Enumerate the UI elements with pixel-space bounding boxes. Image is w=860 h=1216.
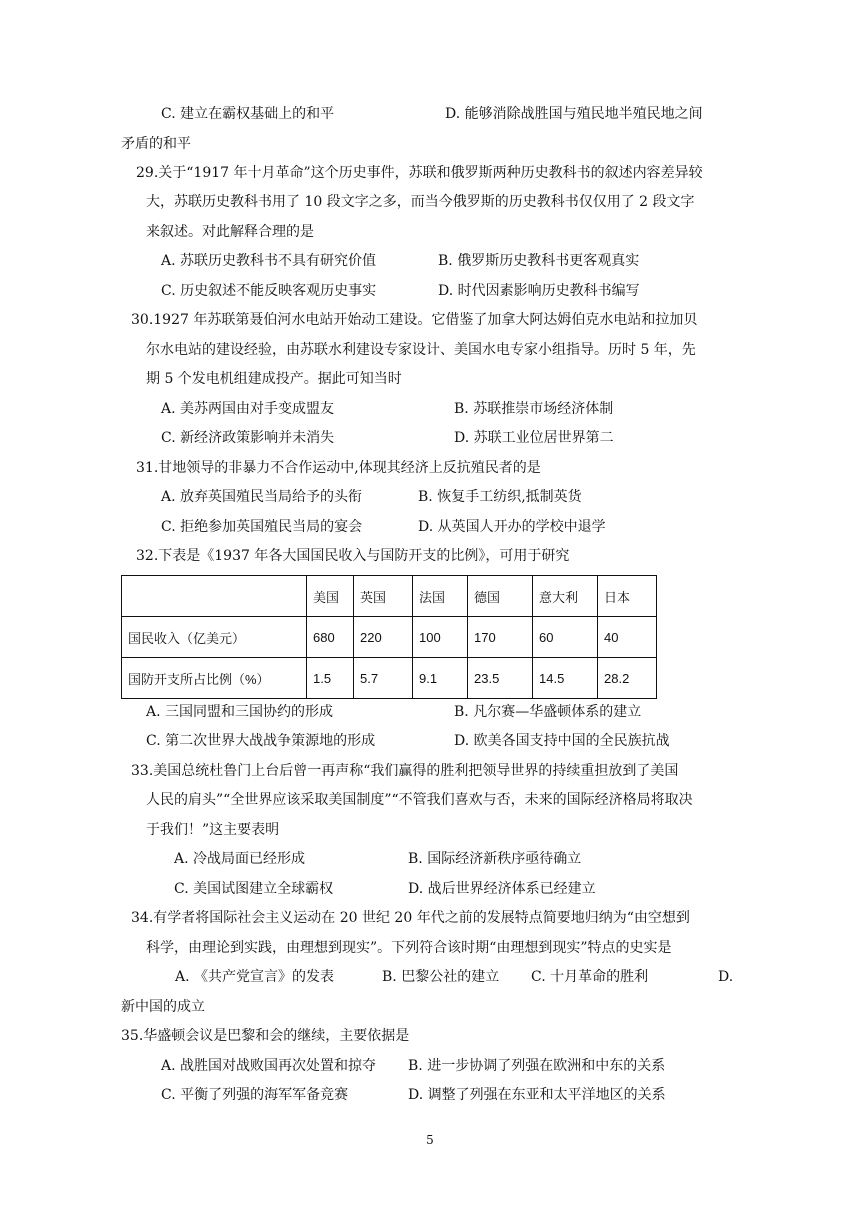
table-cell [122, 576, 307, 617]
option-c-q31: C. 拒绝参加英国殖民当局的宴会 [161, 519, 363, 535]
table-cell: 23.5 [468, 658, 533, 699]
option-b-q32: B. 凡尔赛—华盛顿体系的建立 [454, 704, 642, 720]
table-cell: 意大利 [533, 576, 598, 617]
question-30-line-2: 尔水电站的建设经验，由苏联水利建设专家设计、美国水电专家小组指导。历时 5 年，先 [146, 342, 696, 358]
option-d-q33: D. 战后世界经济体系已经建立 [408, 881, 596, 897]
table-cell: 60 [533, 617, 598, 658]
question-30-line-3: 期 5 个发电机组建成投产。据此可知当时 [146, 371, 402, 387]
table-cell: 德国 [468, 576, 533, 617]
option-b-q34: B. 巴黎公社的建立 [382, 969, 500, 985]
option-b-q30: B. 苏联推崇市场经济体制 [454, 401, 614, 417]
question-34-line-1: 34.有学者将国际社会主义运动在 20 世纪 20 年代之前的发展特点简要地归纳为“由空想到 [131, 910, 690, 926]
option-b-q29: B. 俄罗斯历史教科书更客观真实 [438, 253, 640, 269]
table-cell: 国民收入（亿美元） [122, 617, 307, 658]
option-a-q33: A. 冷战局面已经形成 [174, 851, 306, 867]
table-header-row [122, 576, 657, 617]
option-d-q28: D. 能够消除战胜国与殖民地半殖民地之间 [445, 106, 703, 122]
table-cell: 14.5 [533, 658, 598, 699]
option-b-q35: B. 进一步协调了列强在欧洲和中东的关系 [408, 1058, 666, 1074]
question-34-line-2: 科学，由理论到实践，由理想到现实”。下列符合该时期“由理想到现实”特点的史实是 [146, 940, 672, 956]
question-29-line-2: 大，苏联历史教科书用了 10 段文字之多，而当今俄罗斯的历史教科书仅仅用了 2 段文字 [146, 194, 695, 210]
question-32-line-1: 32.下表是《1937 年各大国国民收入与国防开支的比例》，可用于研究 [136, 548, 570, 564]
option-c-q30: C. 新经济政策影响并未消失 [161, 430, 335, 446]
option-d-q32: D. 欧美各国支持中国的全民族抗战 [454, 733, 670, 749]
option-d-q35: D. 调整了列强在东亚和太平洋地区的关系 [408, 1087, 666, 1103]
option-c-q33: C. 美国试图建立全球霸权 [174, 881, 334, 897]
question-29-line-3: 来叙述。对此解释合理的是 [146, 224, 314, 240]
option-a-q29: A. 苏联历史教科书不具有研究价值 [161, 253, 377, 269]
option-a-q30: A. 美苏两国由对手变成盟友 [161, 401, 335, 417]
table-cell: 5.7 [354, 658, 413, 699]
table-cell: 28.2 [598, 658, 657, 699]
option-b-q33: B. 国际经济新秩序亟待确立 [408, 851, 582, 867]
option-c-q29: C. 历史叙述不能反映客观历史事实 [161, 283, 377, 299]
table-cell: 英国 [354, 576, 413, 617]
question-35-line-1: 35.华盛顿会议是巴黎和会的继续，主要依据是 [121, 1028, 410, 1044]
question-33-line-1: 33.美国总统杜鲁门上台后曾一再声称“我们赢得的胜利把领导世界的持续重担放到了美国 [131, 763, 679, 779]
option-d-q31: D. 从英国人开办的学校中退学 [418, 519, 606, 535]
option-d-q28-cont: 矛盾的和平 [121, 136, 191, 152]
option-d-q34-cont: 新中国的成立 [121, 999, 205, 1015]
data-table [121, 575, 657, 699]
table-cell: 国防开支所占比例（%） [122, 658, 307, 699]
question-33-line-3: 于我们！”这主要表明 [146, 822, 280, 838]
page-number: 5 [426, 1133, 434, 1147]
option-a-q35: A. 战胜国对战败国再次处置和掠夺 [161, 1058, 377, 1074]
table-cell: 100 [413, 617, 468, 658]
question-29-line-1: 29.关于“1917 年十月革命”这个历史事件，苏联和俄罗斯两种历史教科书的叙述内容差异较 [136, 165, 703, 181]
question-31-line-1: 31.甘地领导的非暴力不合作运动中,体现其经济上反抗殖民者的是 [136, 460, 541, 476]
option-c-q34: C. 十月革命的胜利 [531, 969, 649, 985]
table-cell: 美国 [307, 576, 354, 617]
option-a-q34: A. 《共产党宣言》的发表 [175, 969, 335, 985]
option-d-q29: D. 时代因素影响历史教科书编写 [438, 283, 640, 299]
option-d-q34: D. [718, 969, 734, 985]
table-cell: 法国 [413, 576, 468, 617]
table-row [122, 617, 657, 658]
table-cell: 220 [354, 617, 413, 658]
table-cell: 680 [307, 617, 354, 658]
option-d-q30: D. 苏联工业位居世界第二 [454, 430, 614, 446]
option-b-q31: B. 恢复手工纺织,抵制英货 [418, 489, 582, 505]
option-c-q35: C. 平衡了列强的海军军备竞赛 [161, 1087, 349, 1103]
table-row [122, 658, 657, 699]
table-cell: 40 [598, 617, 657, 658]
option-c-q28: C. 建立在霸权基础上的和平 [161, 106, 335, 122]
table-cell: 9.1 [413, 658, 468, 699]
option-a-q31: A. 放弃英国殖民当局给予的头衔 [161, 489, 363, 505]
table-cell: 170 [468, 617, 533, 658]
table-cell: 日本 [598, 576, 657, 617]
option-c-q32: C. 第二次世界大战战争策源地的形成 [146, 733, 376, 749]
question-33-line-2: 人民的肩头”“全世界应该采取美国制度”“不管我们喜欢与否，未来的国际经济格局将取决 [146, 792, 693, 808]
table-cell: 1.5 [307, 658, 354, 699]
option-a-q32: A. 三国同盟和三国协约的形成 [146, 704, 334, 720]
question-30-line-1: 30.1927 年苏联第聂伯河水电站开始动工建设。它借鉴了加拿大阿达姆伯克水电站和拉加贝 [131, 312, 698, 328]
